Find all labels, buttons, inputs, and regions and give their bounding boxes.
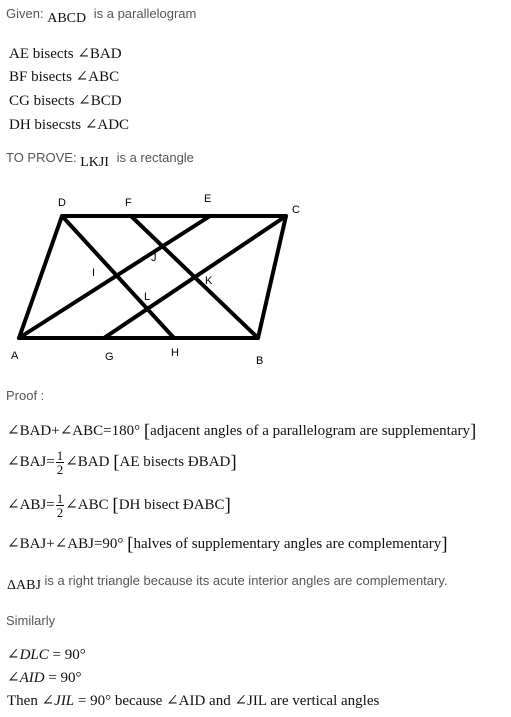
- triangle-text: is a right triangle because its acute interior angles are complementary.: [44, 573, 448, 588]
- proof-line-1: ∠BAD+∠ABC=180° [adjacent angles of a parallelogram are supplementary]: [7, 421, 477, 442]
- proof-line-3: ∠ABJ= $\frac{1}{2}$ ∠ABC [DH bisect ÐABC]: [7, 491, 231, 520]
- proof-line-2-rhs: ∠BAD: [65, 453, 110, 470]
- aid-statement: ∠AID = 90°: [7, 670, 82, 686]
- bisector-dh: [62, 216, 174, 338]
- proof-line-4-math: ∠BAJ+∠ABJ=90°: [7, 536, 124, 552]
- proof-line-1-math: ∠BAD+∠ABC=180°: [7, 423, 141, 439]
- given-statement-2: BF bisects ∠ABC: [9, 69, 120, 85]
- proof-line-1-reason: adjacent angles of a parallelogram are supplementary: [150, 423, 471, 439]
- parallelogram-diagram: [6, 190, 306, 370]
- triangle-statement: [7, 573, 448, 593]
- to-prove-figure: LKJI: [80, 155, 109, 170]
- bisector-ae: [19, 216, 210, 338]
- given-tail: is a parallelogram: [93, 6, 197, 21]
- jil-name: JIL: [54, 693, 75, 709]
- proof-line-3-rhs: ∠ABC: [65, 496, 109, 513]
- given-statement-1: AE bisects ∠BAD: [9, 46, 122, 62]
- given-statement-3: CG bisects ∠BCD: [9, 93, 122, 109]
- label-j: J: [151, 252, 157, 264]
- given-line: [6, 6, 197, 26]
- label-l: L: [144, 291, 151, 303]
- proof-line-2-lhs: ∠BAJ=: [7, 453, 55, 470]
- label-b: B: [256, 355, 264, 367]
- similarly-text: Similarly: [6, 613, 56, 628]
- proof-line-3-reason: DH bisect ÐABC: [118, 496, 225, 513]
- label-f: F: [125, 197, 132, 209]
- dlc-statement: ∠DLC = 90°: [7, 647, 86, 663]
- to-prove-lead: TO PROVE:: [6, 150, 77, 165]
- label-a: A: [11, 350, 19, 362]
- label-d: D: [58, 197, 66, 209]
- proof-line-4-reason: halves of supplementary angles are complementary: [133, 536, 442, 552]
- proof-line-4: ∠BAJ+∠ABJ=90° [halves of supplementary angles are complementary]: [7, 534, 448, 555]
- bisector-cg: [104, 216, 286, 338]
- final-statement: Then ∠JIL = 90° because ∠AID and ∠JIL are vertical angles: [7, 693, 380, 709]
- given-figure: ABCD: [47, 11, 87, 26]
- proof-line-2: ∠BAJ= $\frac{1}{2}$ ∠BAD [AE bisects ÐBAD]: [7, 448, 237, 477]
- proof-line-2-reason: AE bisects ÐBAD: [119, 453, 231, 470]
- given-statement-4: DH bisecsts ∠ADC: [9, 117, 130, 133]
- label-i: I: [92, 267, 96, 279]
- to-prove-tail: is a rectangle: [116, 150, 194, 165]
- label-h: H: [171, 347, 179, 359]
- label-e: E: [204, 193, 212, 205]
- proof-line-3-lhs: ∠ABJ=: [7, 496, 55, 513]
- aid-name: AID: [19, 670, 45, 686]
- to-prove-line: [6, 150, 194, 170]
- label-g: G: [105, 351, 114, 363]
- dlc-name: DLC: [19, 647, 49, 663]
- fraction-half: $\frac{1}{2}$: [56, 491, 64, 520]
- label-k: K: [205, 275, 213, 287]
- fraction-half: $\frac{1}{2}$: [56, 448, 64, 477]
- label-c: C: [292, 204, 300, 216]
- triangle-figure: ΔABJ: [7, 578, 41, 593]
- proof-heading: Proof :: [6, 388, 45, 403]
- given-lead: Given:: [6, 6, 44, 21]
